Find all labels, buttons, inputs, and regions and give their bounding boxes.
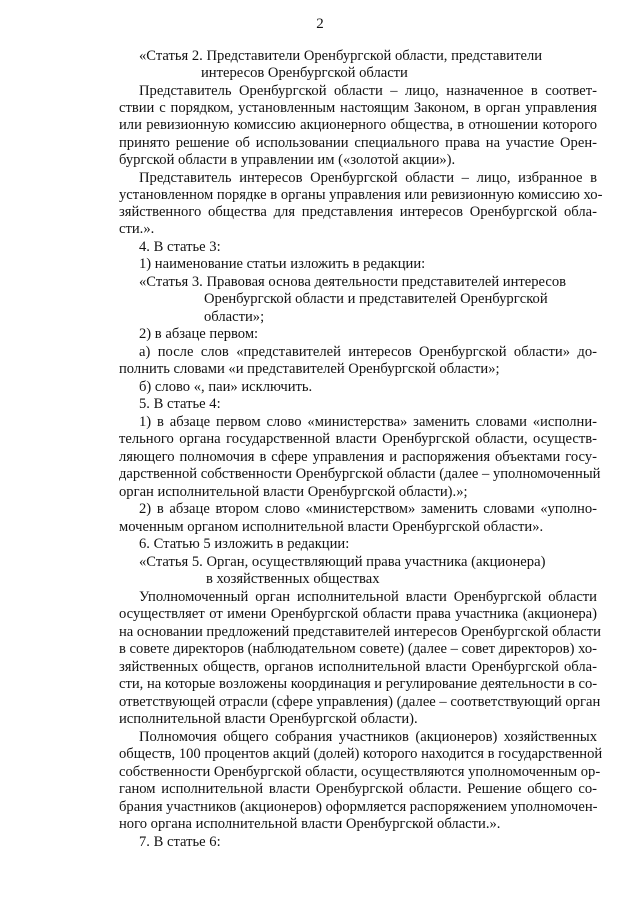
paragraph-line: ляющего полномочия в сфере управления и распоряжения объектами госу- xyxy=(119,449,597,465)
paragraph-line: а) после слов «представителей интересов Оренбургской области» до- xyxy=(139,344,597,360)
paragraph-line: моченным органом исполнительной власти Оренбургской области». xyxy=(119,519,544,535)
article-5-heading: «Статья 5. Орган, осуществляющий права участника (акционера) xyxy=(139,554,546,570)
paragraph-line: б) слово «, паи» исключить. xyxy=(139,379,313,395)
item-5-heading: 5. В статье 4: xyxy=(139,396,221,412)
paragraph-line: ного органа исполнительной власти Оренбургской области.». xyxy=(119,816,501,832)
paragraph-line: сти, на которые возложены координация и регулирование деятельности в со- xyxy=(119,676,598,692)
paragraph-line: Полномочия общего собрания участников (акционеров) хозяйственных xyxy=(139,729,597,745)
paragraph-line: осуществляет от имени Оренбургской области права участника (акционера) xyxy=(119,606,597,622)
paragraph-line: брания участников (акционеров) оформляется распоряжением уполномочен- xyxy=(119,799,598,815)
paragraph-line: 2) в абзаце втором слово «министерством» заменить словами «уполно- xyxy=(139,501,597,517)
paragraph-line: на основании предложений представителей интересов Оренбургской области xyxy=(119,624,601,640)
paragraph-line: бургской области в управлении им («золотой акции»). xyxy=(119,152,456,168)
paragraph-line: обществ, 100 процентов акций (долей) которого находится в государственной xyxy=(119,746,603,762)
paragraph-line: Уполномоченный орган исполнительной власти Оренбургской области xyxy=(139,589,597,605)
paragraph-line: установленном порядке в органы управления или ревизионную комиссию хо- xyxy=(119,187,603,203)
article-2-heading: «Статья 2. Представители Оренбургской области, представители xyxy=(139,48,543,64)
item-7-heading: 7. В статье 6: xyxy=(139,834,221,850)
article-3-heading: «Статья 3. Правовая основа деятельности представителей интересов xyxy=(139,274,567,290)
article-2-heading-cont: интересов Оренбургской области xyxy=(201,65,408,81)
article-5-heading-cont: в хозяйственных обществах xyxy=(206,571,380,587)
article-3-heading-cont: Оренбургской области и представителей Оренбургской xyxy=(204,291,548,307)
paragraph-line: принято решение об использовании специального права на участие Орен- xyxy=(119,135,597,151)
article-3-heading-cont: области»; xyxy=(204,309,265,325)
paragraph-line: дарственной собственности Оренбургской области (далее – уполномоченный xyxy=(119,466,601,482)
item-6-heading: 6. Статью 5 изложить в редакции: xyxy=(139,536,350,552)
paragraph-line: Представитель Оренбургской области – лицо, назначенное в соответ- xyxy=(139,83,597,99)
paragraph-line: 2) в абзаце первом: xyxy=(139,326,259,342)
paragraph-line: орган исполнительной власти Оренбургской области).»; xyxy=(119,484,468,500)
paragraph-line: полнить словами «и представителей Оренбургской области»; xyxy=(119,361,500,377)
paragraph-line: тельного органа государственной власти Оренбургской области, осуществ- xyxy=(119,431,597,447)
paragraph-line: сти.». xyxy=(119,221,155,237)
paragraph-line: зяйственных обществ, органов исполнительной власти Оренбургской обла- xyxy=(119,659,597,675)
paragraph-line: ствии с порядком, установленным настоящим Законом, в орган управления xyxy=(119,100,597,116)
paragraph-line: ганом исполнительной власти Оренбургской области. Решение общего со- xyxy=(119,781,597,797)
paragraph-line: собственности Оренбургской области, осуществляются уполномоченным ор- xyxy=(119,764,601,780)
paragraph-line: 1) в абзаце первом слово «министерства» заменить словами «исполни- xyxy=(139,414,597,430)
paragraph-line: зяйственного общества для представления интересов Оренбургской обла- xyxy=(119,204,597,220)
paragraph-line: 1) наименование статьи изложить в редакции: xyxy=(139,256,426,272)
paragraph-line: ответствующей отрасли (сфере управления) (далее – соответствующий орган xyxy=(119,694,601,710)
paragraph-line: Представитель интересов Оренбургской области – лицо, избранное в xyxy=(139,170,597,186)
page-number: 2 xyxy=(316,16,324,32)
paragraph-line: в совете директоров (наблюдательном совете) (далее – совет директоров) хо- xyxy=(119,641,597,657)
paragraph-line: исполнительной власти Оренбургской области). xyxy=(119,711,418,727)
item-4-heading: 4. В статье 3: xyxy=(139,239,221,255)
paragraph-line: или ревизионную комиссию акционерного общества, в отношении которого xyxy=(119,117,597,133)
